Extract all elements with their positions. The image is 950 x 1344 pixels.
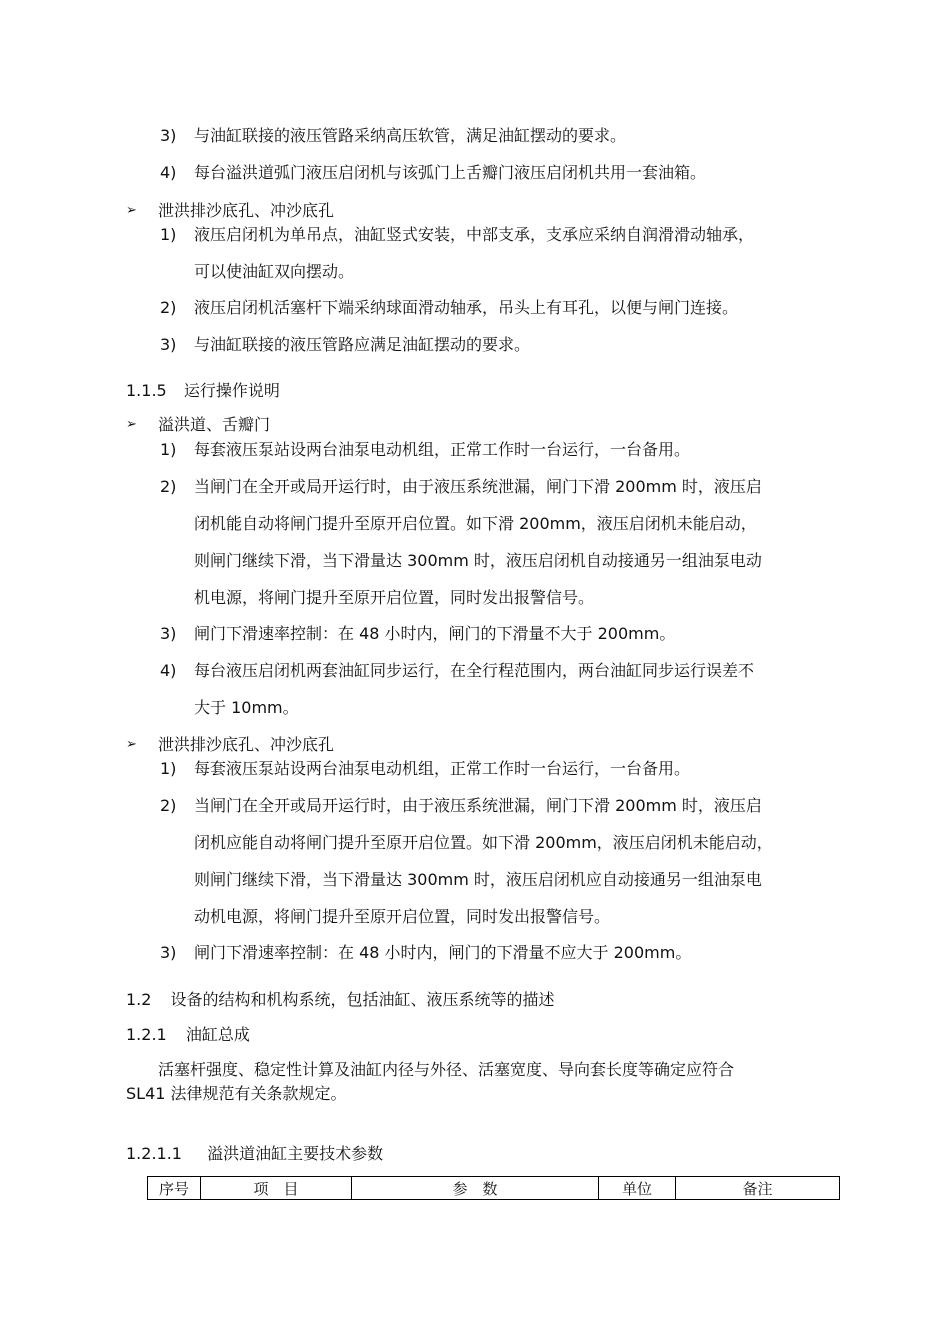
item-text: 与油缸联接的液压管路应满足油缸摆动的要求。 <box>194 335 531 354</box>
arrow-bullet-icon: ➢ <box>126 737 137 752</box>
bullet-title: 泄洪排沙底孔、冲沙底孔 <box>158 201 335 220</box>
item-text: 动机电源，将闸门提升至原开启位置，同时发出报警信号。 <box>194 907 611 926</box>
arrow-bullet-icon: ➢ <box>126 203 137 218</box>
bullet-title: 泄洪排沙底孔、冲沙底孔 <box>158 735 335 754</box>
subsection-heading <box>126 1024 250 1046</box>
item-text: 每套液压泵站设两台油泵电动机组，正常工作时一台运行，一台备用。 <box>194 759 691 778</box>
item-text: 液压启闭机为单吊点，油缸竖式安装，中部支承，支承应采纳自润滑滑动轴承， <box>194 225 755 244</box>
item-text: 闸门下滑速率控制：在 48 小时内，闸门的下滑量不大于 200mm。 <box>194 624 676 643</box>
paragraph-line: SL41 法律规范有关条款规定。 <box>126 1084 347 1103</box>
header-cell-parameter: 参 数 <box>352 1177 599 1200</box>
item-text: 则闸门继续下滑，当下滑量达 300mm 时，液压启闭机应自动接通另一组油泵电 <box>194 870 762 889</box>
item-number: 3) <box>160 943 177 962</box>
item-number: 4) <box>160 163 177 182</box>
item-number: 1) <box>160 759 177 778</box>
heading-number: 1.2 <box>126 990 152 1009</box>
item-text: 与油缸联接的液压管路采纳高压软管，满足油缸摆动的要求。 <box>194 126 627 145</box>
item-text: 闭机能自动将闸门提升至原开启位置。如下滑 200mm，液压启闭机未能启动， <box>194 514 757 533</box>
paragraph-line: 活塞杆强度、稳定性计算及油缸内径与外径、活塞宽度、导向套长度等确定应符合 <box>158 1060 735 1079</box>
heading-number: 1.1.5 <box>126 381 167 400</box>
heading-title: 油缸总成 <box>185 1025 250 1044</box>
subsubsection-heading <box>126 1143 383 1165</box>
header-cell-index: 序号 <box>148 1177 201 1200</box>
item-number: 4) <box>160 661 177 680</box>
heading-number: 1.2.1.1 <box>126 1144 182 1163</box>
section-heading <box>126 380 280 402</box>
item-text: 可以使油缸双向摆动。 <box>194 262 355 281</box>
item-text: 则闸门继续下滑，当下滑量达 300mm 时，液压启闭机自动接通另一组油泵电动 <box>194 551 762 570</box>
heading-title: 设备的结构和机构系统，包括油缸、液压系统等的描述 <box>170 990 555 1009</box>
item-text: 每台溢洪道弧门液压启闭机与该弧门上舌瓣门液压启闭机共用一套油箱。 <box>194 163 707 182</box>
header-cell-remark: 备注 <box>676 1177 840 1200</box>
item-number: 3) <box>160 335 177 354</box>
header-cell-item: 项 目 <box>201 1177 352 1200</box>
section-heading <box>126 989 555 1011</box>
item-number: 2) <box>160 796 177 815</box>
item-number: 3) <box>160 126 177 145</box>
item-number: 1) <box>160 225 177 244</box>
item-number: 3) <box>160 624 177 643</box>
item-text: 每台液压启闭机两套油缸同步运行，在全行程范围内，两台油缸同步运行误差不 <box>194 661 755 680</box>
item-text: 当闸门在全开或局开运行时，由于液压系统泄漏，闸门下滑 200mm 时，液压启 <box>194 796 762 815</box>
heading-title: 溢洪道油缸主要技术参数 <box>207 1144 384 1163</box>
item-text: 每套液压泵站设两台油泵电动机组，正常工作时一台运行，一台备用。 <box>194 440 691 459</box>
heading-title: 运行操作说明 <box>183 381 280 400</box>
parameters-table <box>147 1176 840 1200</box>
item-number: 2) <box>160 298 177 317</box>
item-text: 闸门下滑速率控制：在 48 小时内，闸门的下滑量不应大于 200mm。 <box>194 943 692 962</box>
item-text: 机电源，将闸门提升至原开启位置，同时发出报警信号。 <box>194 588 595 607</box>
heading-number: 1.2.1 <box>126 1025 167 1044</box>
item-text: 液压启闭机活塞杆下端采纳球面滑动轴承，吊头上有耳孔，以便与闸门连接。 <box>194 298 739 317</box>
arrow-bullet-icon: ➢ <box>126 417 137 432</box>
header-cell-unit: 单位 <box>599 1177 676 1200</box>
item-number: 1) <box>160 440 177 459</box>
item-text: 大于 10mm。 <box>194 698 299 717</box>
item-number: 2) <box>160 477 177 496</box>
bullet-title: 溢洪道、舌瓣门 <box>158 415 271 434</box>
table-header-row <box>148 1177 840 1200</box>
item-text: 当闸门在全开或局开运行时，由于液压系统泄漏，闸门下滑 200mm 时，液压启 <box>194 477 762 496</box>
item-text: 闭机应能自动将闸门提升至原开启位置。如下滑 200mm，液压启闭机未能启动， <box>194 833 773 852</box>
